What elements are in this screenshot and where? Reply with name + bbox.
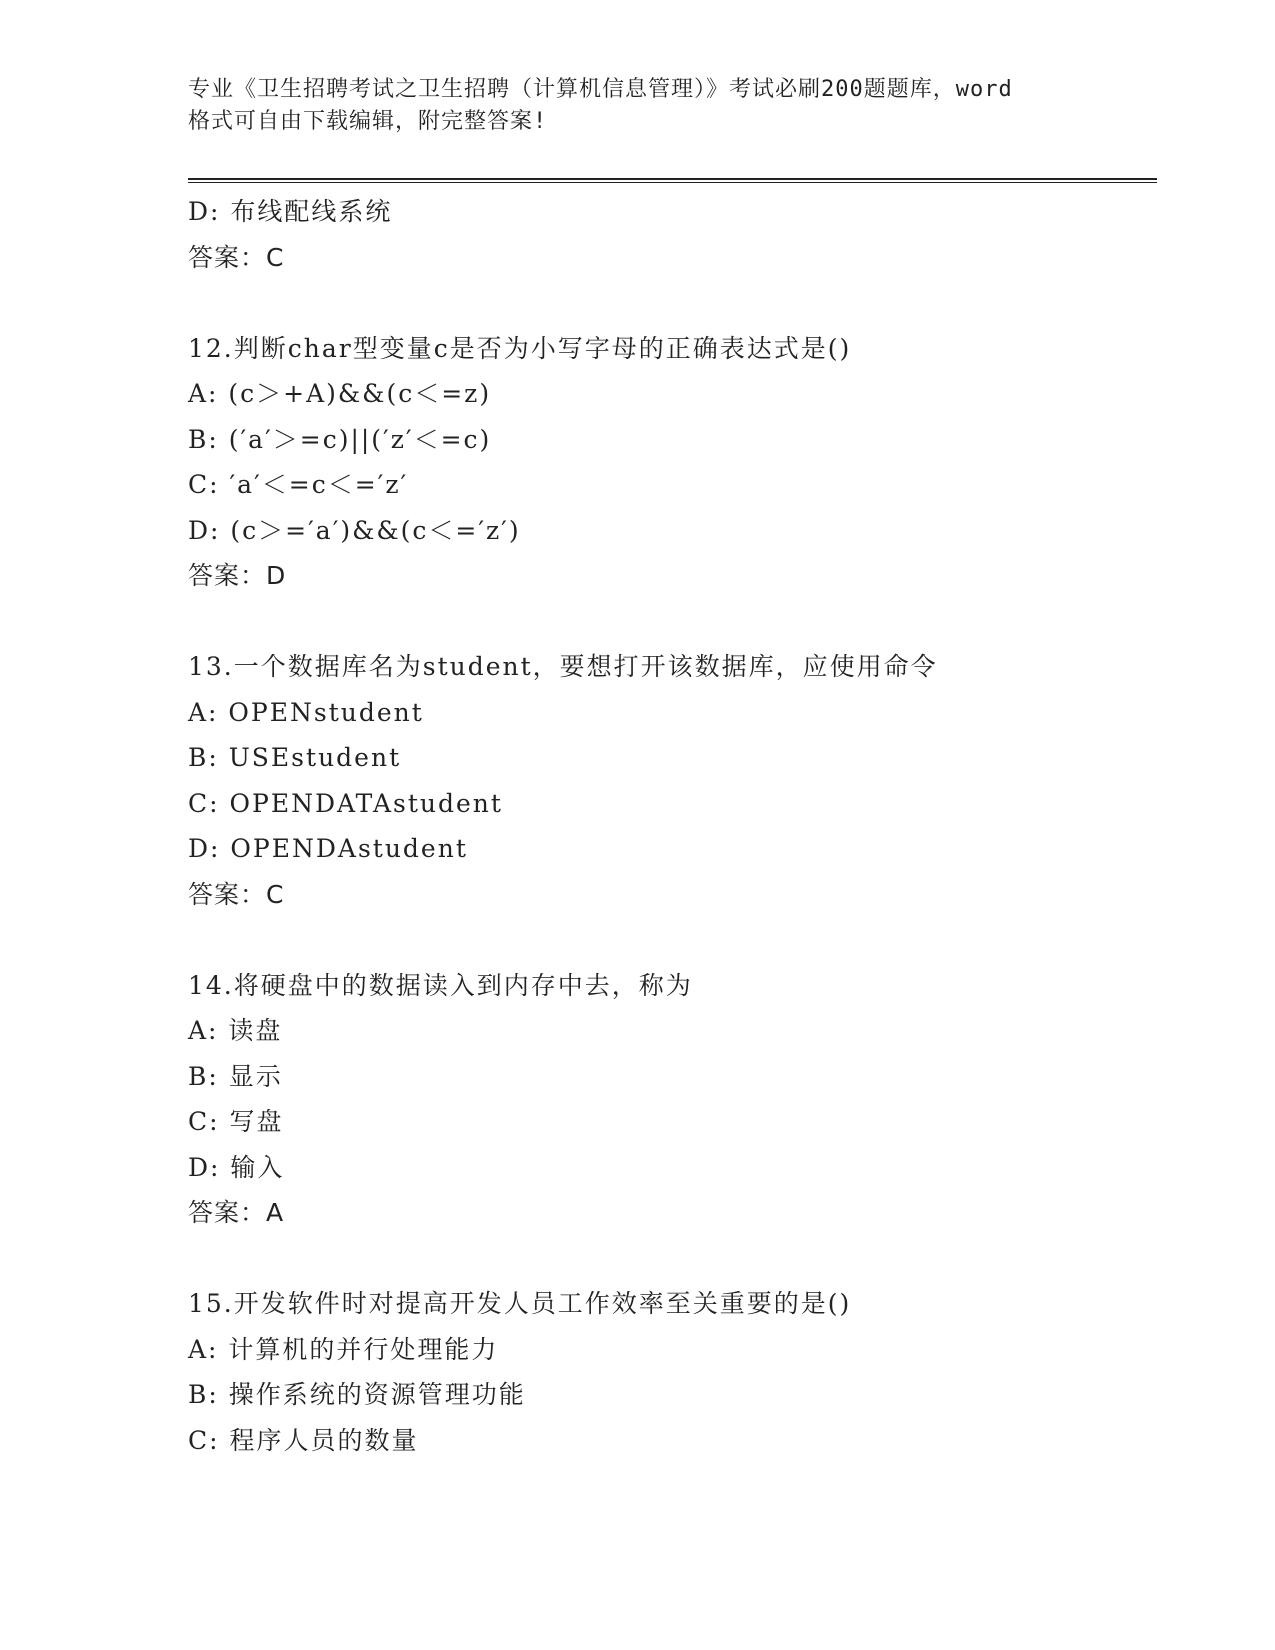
question-14-answer: 答案：A [188, 1198, 285, 1227]
question-14-option-c: C: 写盘 [188, 1107, 284, 1136]
question-15-option-a: A: 计算机的并行处理能力 [188, 1334, 499, 1364]
spacer [188, 1236, 1157, 1282]
header-title-line-1: 专业《卫生招聘考试之卫生招聘（计算机信息管理）》考试必刷200题题库，word [188, 77, 1013, 102]
spacer [188, 599, 1157, 645]
question-13-option-a: A: OPENstudent [188, 697, 424, 727]
question-15-stem: 15.开发软件时对提高开发人员工作效率至关重要的是() [188, 1289, 852, 1318]
question-13-option-d: D: OPENDAstudent [188, 834, 468, 863]
header-divider [188, 178, 1157, 183]
question-12-option-b: B: (′a′＞=c)||(′z′＜=c) [188, 424, 492, 454]
question-12-answer: 答案：D [188, 561, 287, 590]
question-list [188, 189, 1157, 1463]
prev-question-option-d: D: 布线配线系统 [188, 197, 393, 226]
question-12-stem: 12.判断char型变量c是否为小写字母的正确表达式是() [188, 333, 852, 363]
question-15-option-b: B: 操作系统的资源管理功能 [188, 1380, 526, 1409]
question-14-option-d: D: 输入 [188, 1152, 285, 1182]
question-13-stem: 13.一个数据库名为student，要想打开该数据库，应使用命令 [188, 652, 938, 681]
question-13-answer: 答案：C [188, 879, 285, 909]
question-13-option-c: C: OPENDATAstudent [188, 788, 503, 818]
question-12-option-a: A: (c＞+A)&&(c＜=z) [188, 379, 492, 408]
question-14-option-a: A: 读盘 [188, 1016, 283, 1045]
question-15-option-c: C: 程序人员的数量 [188, 1425, 419, 1455]
question-12-option-c: C: ′a′＜=c＜=′z′ [188, 470, 409, 499]
header-title-line-2: 格式可自由下载编辑，附完整答案! [188, 109, 548, 134]
spacer [188, 917, 1157, 963]
question-14-stem: 14.将硬盘中的数据读入到内存中去，称为 [188, 970, 693, 1000]
document-header [188, 74, 1088, 138]
question-12-option-d: D: (c＞=′a′)&&(c＜=′z′) [188, 515, 521, 545]
question-14-option-b: B: 显示 [188, 1061, 283, 1091]
spacer [188, 280, 1157, 326]
prev-question-answer: 答案：C [188, 242, 285, 272]
question-13-option-b: B: USEstudent [188, 743, 402, 772]
